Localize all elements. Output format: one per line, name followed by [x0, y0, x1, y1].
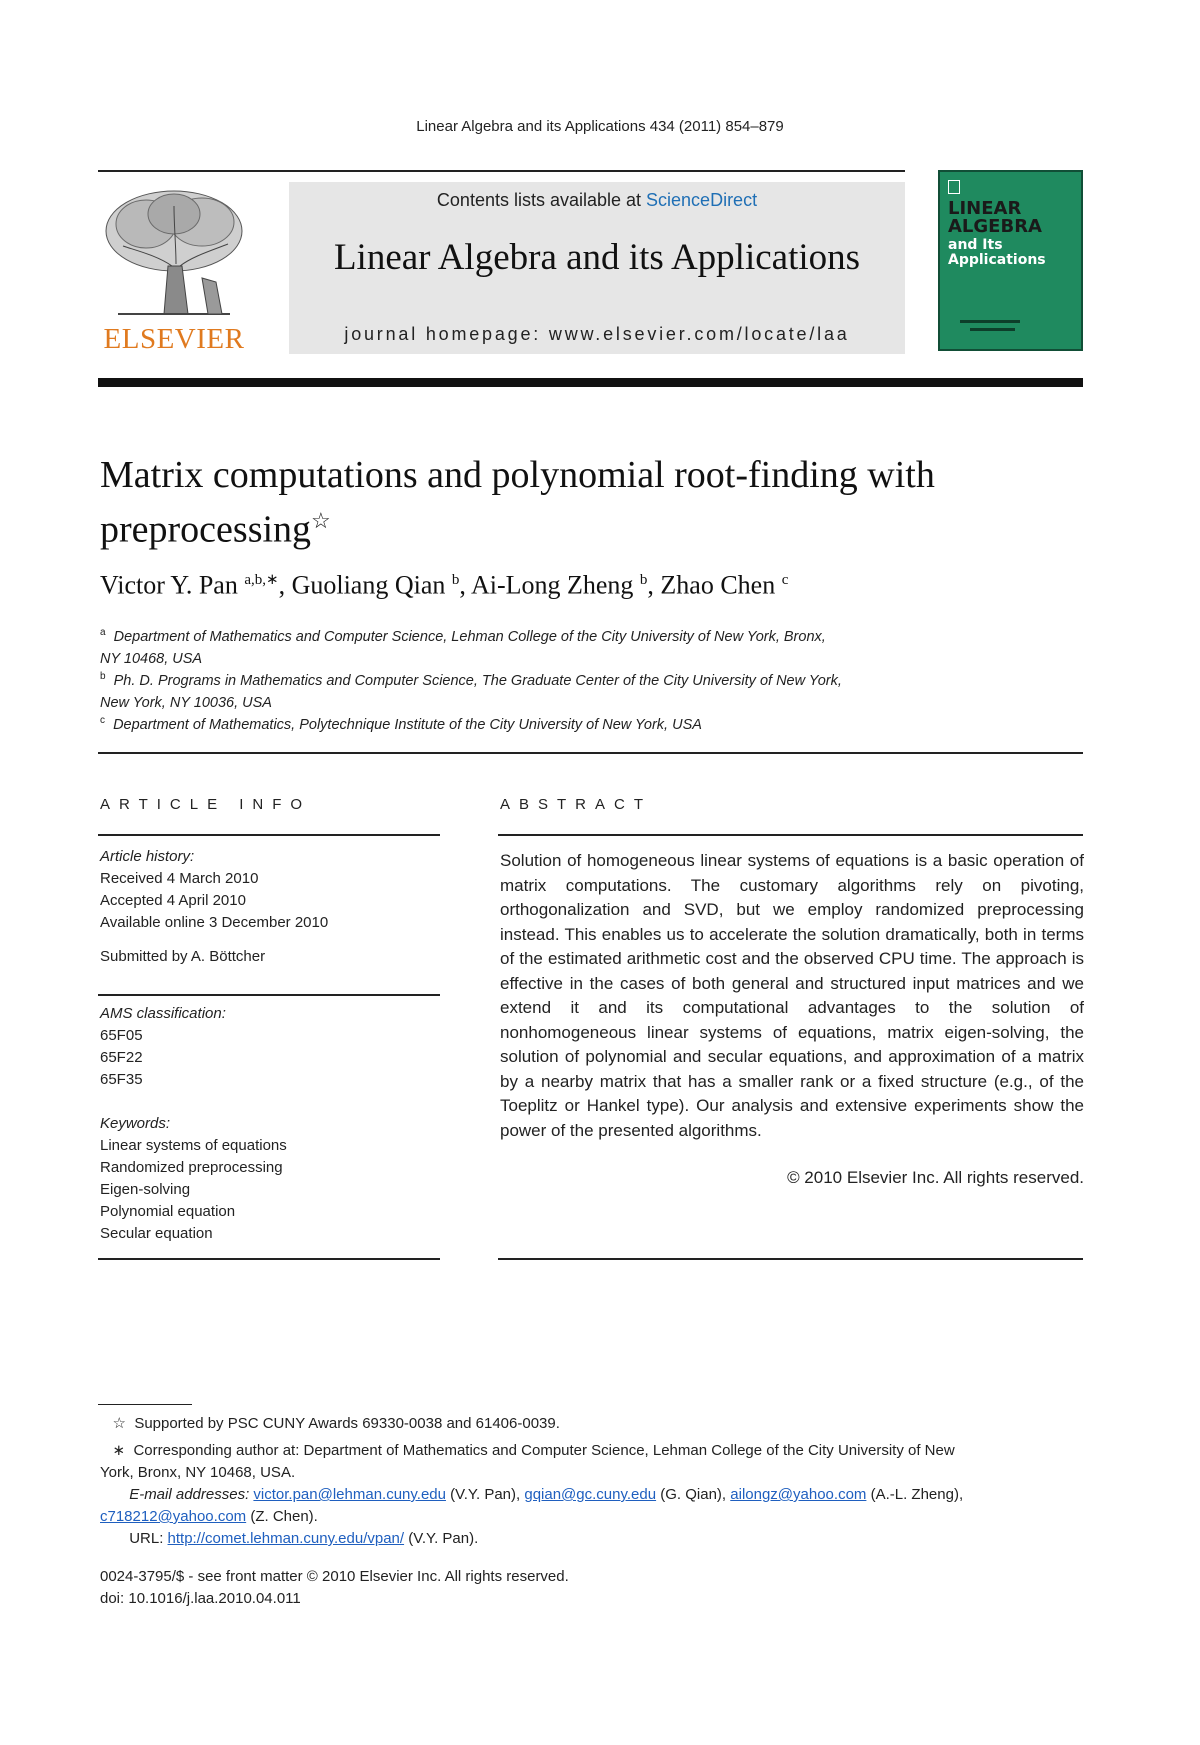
- email-owner: (V.Y. Pan),: [445, 1486, 525, 1503]
- affiliation-c: [100, 710, 980, 736]
- cover-sub-line2: Applications: [948, 252, 1046, 268]
- article-info-heading: ARTICLE INFO: [100, 796, 312, 813]
- ams-code: 65F35: [100, 1071, 143, 1088]
- contents-prefix: Contents lists available at: [436, 190, 647, 210]
- affiliation-mark: a: [100, 627, 106, 638]
- email-label: E-mail addresses:: [129, 1486, 250, 1503]
- author-sep: ,: [278, 570, 292, 600]
- abstract-bottom-rule: [498, 1258, 1083, 1260]
- abstract-text: Solution of homogeneous linear systems of equations is a basic operation of matrix computations. The customary algorithms rely on pivoting, orthogonalization and SVD, but we employ randomized preprocessing instead. This enables us to accelerate the solution dramatically, both in terms of the estimated arithmetic cost and the observed CPU time. The approach is effective in the cases of both general and structured input matrices and we extend it and its computational advantages to the solution of nonhomogeneous linear systems of equations, matrix eigen-solving, the solution of polynomial and secular equations, and approximation of a matrix by a nearby matrix that has a smaller rank or a fixed structure (e.g., of the Toeplitz or Hankel type). Our analysis and extensive experiments show the power of the presented algorithms.: [500, 851, 1084, 1140]
- cover-sub-line1: and Its: [948, 237, 1003, 253]
- email-link[interactable]: c718212@yahoo.com: [100, 1508, 247, 1525]
- affiliation-a: [100, 622, 980, 670]
- cover-title: [948, 200, 1042, 236]
- footnote-mark: ∗: [112, 1442, 126, 1459]
- keyword: Polynomial equation: [100, 1203, 236, 1220]
- title-line1: Matrix computations and polynomial root-finding with: [100, 454, 935, 496]
- corresponding-line2: York, Bronx, NY 10468, USA.: [100, 1464, 296, 1481]
- email-owner: (G. Qian),: [656, 1486, 731, 1503]
- author-name: Victor Y. Pan: [100, 570, 238, 600]
- author-list: [100, 570, 1100, 601]
- affiliation-mark: c: [100, 715, 105, 726]
- submitted-by: Submitted by A. Böttcher: [100, 948, 266, 965]
- ams-code: 65F05: [100, 1027, 143, 1044]
- author-sep: ,: [647, 570, 661, 600]
- affiliation-line2: New York, NY 10036, USA: [100, 694, 272, 711]
- keyword: Randomized preprocessing: [100, 1159, 283, 1176]
- footnote-mark: ☆: [112, 1415, 126, 1432]
- history-label: Article history:: [100, 848, 195, 865]
- abstract-rule: [498, 834, 1083, 836]
- received-date: Received 4 March 2010: [100, 870, 259, 887]
- running-head: Linear Algebra and its Applications 434 (2011) 854–879: [416, 118, 784, 135]
- affiliation-line2: NY 10468, USA: [100, 650, 203, 667]
- author-sep: ,: [459, 570, 471, 600]
- title-footnote-mark[interactable]: ☆: [311, 508, 331, 533]
- journal-homepage[interactable]: journal homepage: www.elsevier.com/locate/laa: [344, 324, 850, 344]
- author-name: Ai-Long Zheng: [470, 570, 634, 600]
- keyword: Eigen-solving: [100, 1181, 191, 1198]
- ams-classification: [100, 1003, 440, 1091]
- keywords-label: Keywords:: [100, 1115, 171, 1132]
- article-info-rule: [98, 834, 440, 836]
- journal-masthead: [289, 182, 905, 354]
- author-name: Zhao Chen: [660, 570, 776, 600]
- article-title: [100, 453, 1100, 553]
- email-link[interactable]: gqian@gc.cuny.edu: [524, 1486, 657, 1503]
- cover-decoration: [970, 328, 1015, 331]
- keyword: Secular equation: [100, 1225, 213, 1242]
- footnote-rule: [98, 1404, 192, 1405]
- journal-cover: [938, 170, 1083, 351]
- author-name: Guoliang Qian: [291, 570, 446, 600]
- doi-line[interactable]: doi: 10.1016/j.laa.2010.04.011: [100, 1590, 301, 1607]
- title-line2-text: preprocessing: [100, 508, 312, 551]
- author-affil-mark[interactable]: b: [451, 572, 460, 588]
- cover-title-line1: LINEAR: [948, 198, 1022, 219]
- cover-decoration: [960, 320, 1020, 323]
- sciencedirect-link[interactable]: ScienceDirect: [646, 190, 758, 210]
- accepted-date: Accepted 4 April 2010: [100, 892, 246, 909]
- url-owner: (V.Y. Pan).: [404, 1530, 479, 1547]
- footnote-funding: [100, 1413, 1090, 1435]
- affiliation-b: [100, 666, 980, 714]
- affiliation-line1: Department of Mathematics and Computer Science, Lehman College of the City University of New York, Bronx,: [113, 628, 826, 645]
- article-info-bottom-rule: [98, 1258, 440, 1260]
- keyword: Linear systems of equations: [100, 1137, 287, 1154]
- ams-code: 65F22: [100, 1049, 143, 1066]
- ams-label: AMS classification:: [100, 1005, 226, 1022]
- abstract-copyright: © 2010 Elsevier Inc. All rights reserved.: [787, 1168, 1084, 1187]
- issn-line: 0024-3795/$ - see front matter © 2010 Elsevier Inc. All rights reserved.: [100, 1568, 569, 1585]
- contents-line: [289, 190, 905, 211]
- funding-text: Supported by PSC CUNY Awards 69330-0038 and 61406-0039.: [134, 1415, 560, 1432]
- affiliation-mark: b: [100, 671, 106, 682]
- article-history: [100, 846, 440, 934]
- email-owner: (A.-L. Zheng),: [866, 1486, 964, 1503]
- author-affil-mark[interactable]: b: [639, 572, 648, 588]
- email-link[interactable]: ailongz@yahoo.com: [730, 1486, 867, 1503]
- title-line2: [100, 498, 1100, 553]
- keywords: [100, 1113, 440, 1245]
- cover-emblem-icon: [948, 180, 960, 194]
- header-top-rule: [98, 170, 905, 172]
- url-label: URL:: [129, 1530, 168, 1547]
- article-info-rule: [98, 994, 440, 996]
- affiliation-line1: Department of Mathematics, Polytechnique Institute of the City University of New York, USA: [113, 716, 702, 733]
- email-owner: (Z. Chen).: [246, 1508, 318, 1525]
- corresponding-line1: Corresponding author at: Department of Mathematics and Computer Science, Lehman College of the City University of New: [133, 1442, 955, 1459]
- author-affil-mark[interactable]: a,b,∗: [244, 572, 279, 588]
- email-link[interactable]: victor.pan@lehman.cuny.edu: [253, 1486, 446, 1503]
- header-bottom-rule: [98, 378, 1083, 387]
- abstract-heading: ABSTRACT: [500, 796, 653, 813]
- cover-title-line2: ALGEBRA: [948, 216, 1042, 237]
- elsevier-wordmark: ELSEVIER: [103, 323, 245, 355]
- elsevier-tree-icon: [98, 186, 250, 321]
- footnote-corresponding: [100, 1440, 1090, 1550]
- affiliation-line1: Ph. D. Programs in Mathematics and Computer Science, The Graduate Center of the City University of New York,: [113, 672, 842, 689]
- elsevier-logo: [98, 186, 250, 356]
- cover-subtitle: [948, 238, 1046, 268]
- homepage-url-link[interactable]: http://comet.lehman.cuny.edu/vpan/: [167, 1530, 405, 1547]
- online-date: Available online 3 December 2010: [100, 914, 329, 931]
- journal-title: Linear Algebra and its Applications: [333, 237, 861, 278]
- author-affil-mark[interactable]: c: [781, 572, 789, 588]
- front-matter-rule: [98, 752, 1083, 754]
